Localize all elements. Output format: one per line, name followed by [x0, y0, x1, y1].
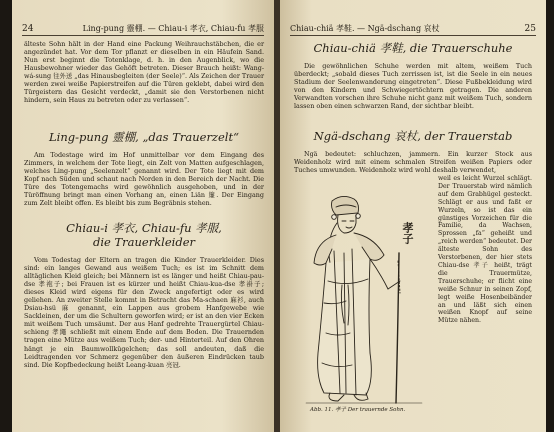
section-heading-trauerzelt: Ling-pung 靈棚, „das Trauerzelt“: [49, 130, 239, 144]
paragraph: Die gewöhnlichen Schuhe werden mit altem, weißem Tuch überdeckt; „sobald dieses Tuch zerrissen ist, ist die Seele in ein neues Stadium der Seelenwanderung eingetreten“. Diese Fußbekleidung wird von den Kindern und Schwiegertöchtern getragen. Die anderen Verwandten vorschen ihre Schuhe nicht ganz mit weißem Tuch, sondern lassen oben einen schwarzen Rand, der sichtbar bleibt.: [294, 62, 532, 111]
section-text-trauerschuhe: [294, 62, 532, 110]
paragraph: Ngä bedeutet: schluchzen, jammern. Ein kurzer Stock aus Weidenholz wird mit einem schmalen Streifen weißen Papiers oder Tuches umwunden. Weidenholz wird wohl deshalb verwendet,: [294, 150, 532, 175]
left-page-header: [22, 22, 264, 36]
figure-label: 孝子: [401, 222, 414, 244]
section-text-trauerzelt: [24, 151, 264, 207]
running-head: Chiau-chiä 孝鞋. — Ngä-dschang 哀杖: [290, 24, 440, 33]
section-heading-trauerschuhe: Chiau-chiä 孝鞋, die Trauerschuhe: [313, 41, 513, 55]
page-number: 25: [524, 24, 536, 34]
figure-caption: Abb. 11. 孝子 Der trauernde Sohn.: [310, 407, 406, 413]
running-head: Ling-pung 靈棚. — Chiau-i 孝衣, Chiau-fu 孝服: [82, 24, 264, 33]
side-column-text: [438, 175, 532, 325]
right-page-header: [290, 22, 536, 36]
intro-paragraph: [24, 40, 264, 104]
section-text-trauerstab: [294, 150, 532, 174]
paragraph: älteste Sohn hält in der Hand eine Packung Weihrauchstäbchen, die er angezündet hat. Vor dem Tor pflanzt er dieselben in ein Häufein Sand. Nun erst beginnt die Totenklage, d. h. in den Augenblick, wo die Hausbewohner wieder das Gehöft betreten. Dieser Brauch heißt: Wang-wá-sung 往外送 „das Hinausbegleiten (der Seele)“. Als Zeichen der Trauer werden zwei weiße Papierstreifen auf die Türen geklebt, dabei wird den Türgeistern das Gesicht verdeckt, „damit sie den Verstorbenen nicht hindern, sein Haus zu betreten oder zu verlassen“.: [24, 40, 265, 105]
section-text-trauerkleider: [24, 256, 264, 369]
mourning-hat-icon: [332, 196, 359, 215]
section-heading-trauerkleider-line2: die Trauerkleider: [92, 235, 196, 249]
paragraph: Am Todestage wird im Hof unmittelbar vor dem Eingang des Zimmers, in welchem der Tote liegt, ein Zelt von Matten aufgeschlagen, welches Ling-pung „Seelenzelt“ genannt wird. Der Tote liegt mit dem Kopf nach Süden und schaut nach Norden in den Bereich der Nacht. Die Türe des Totengemachs wird gewöhnlich ausgehoben, und in der Türöffnung bringt man einen Vorhang an, einen Liän 簾. Der Eingang zum Zelt bleibt offen. Es bleibt bis zum Begräbnis stehen.: [24, 151, 264, 208]
section-heading-trauerkleider-line1: Chiau-i 孝衣, Chiau-fu 孝服,: [66, 221, 222, 235]
paragraph: weil es leicht Wurzel schlägt. Der Trauerstab wird nämlich auf dem Grabhügel gesteckt. Schlägt er aus und faßt er Wurzeln, so ist das ein günstiges Vorzeichen für die Familie, da Wachsen, Sprossen „fa“ geheißt und „reich werden“ bedeutet. Der älteste Sohn des Verstorbenen, der hier stets Chiau-dse 孝子 heißt, trägt die Trauermütze, Trauerschuhe; er flicht eine weiße Schnur in seinen Zopf, legt weiße Hosenbeibänder an und läßt sich einen weißen Knopf auf seine Mütze nähen.: [438, 175, 532, 325]
page-number: 24: [22, 24, 34, 34]
section-heading-trauerstab: Ngä-dschang 哀杖, der Trauerstab: [313, 129, 513, 143]
paragraph: Vom Todestag der Eltern an tragen die Kinder Trauerkleider. Dies sind: ein langes Gewand aus weißem Tuch; es ist im Schnitt dem alltäglichen Kleid gleich; bei Männern ist es länger und heißt Chiau-pau-dse 孝袍子; bei Frauen ist es kürzer und heißt Chiau-kua-dse 孝褂子; dieses Kleid wird eigens für den Zweck angefertigt oder es wird geliehen. An zweiter Stelle kommt in Betracht das Ma-schaen 麻衫, auch Dsiau-hsü 麻 genannt, ein Lappen aus grobem Hanfgewebe wie Sackleinen, der um die Schultern geworfen wird; er ist an den vier Ecken mit weißem Tuch umsäumt. Der aus Hanf gedrehte Trauergürtel Chiau-schieng 孝繩 schließt mit einem Ende auf dem Boden. Die Trauernden tragen eine Mütze aus weißem Tuch; der- und Hinterteil. Auf den Ohren hängt je ein Baumwollkügelchen; das soll andeuten, daß die Leidtragenden vor Schmerz gegenüber den äußeren Eindrücken taub sind. Die Kopfbedeckung heißt Leang-kuan 亮冠.: [24, 256, 264, 369]
right-page: [280, 0, 546, 432]
left-page: [12, 0, 274, 432]
